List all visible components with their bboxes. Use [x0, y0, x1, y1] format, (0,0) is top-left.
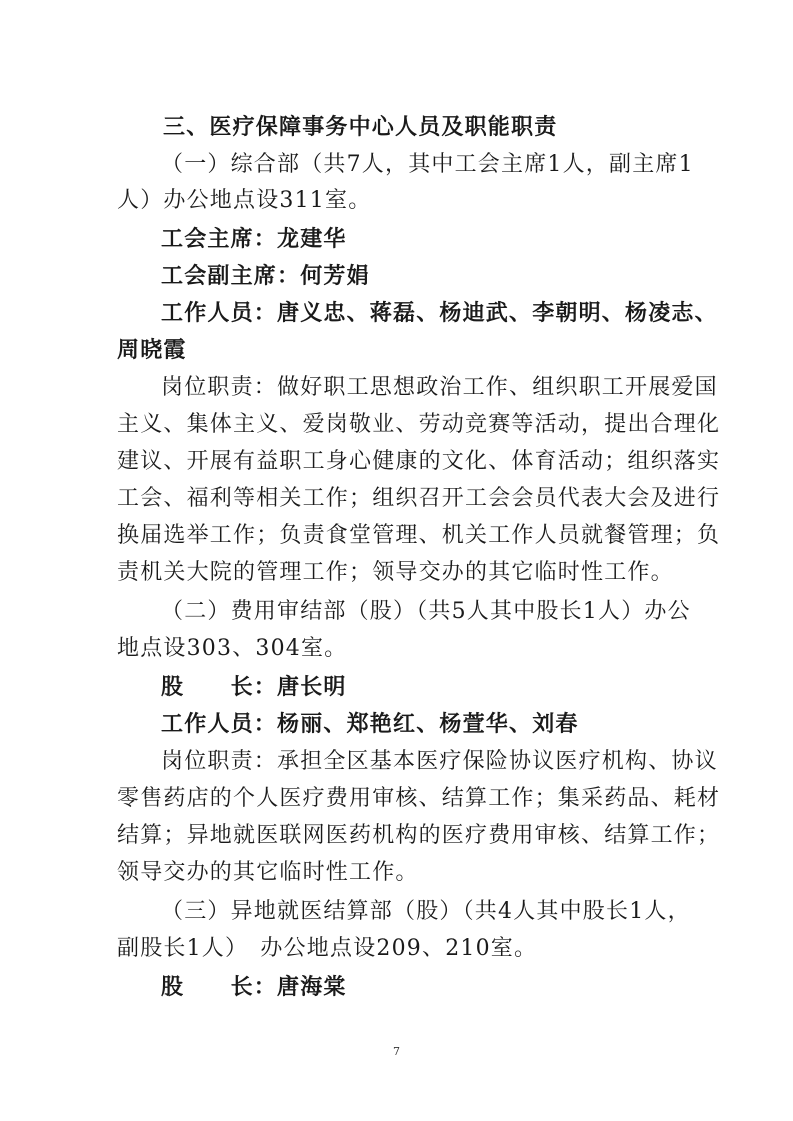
- dept1-duties-line2: 主义、集体主义、爱岗敬业、劳动竞赛等活动，提出合理化: [117, 412, 721, 437]
- dept1-union-chair: 工会主席：龙建华: [161, 227, 347, 252]
- dept2-duties-line1: 岗位职责：承担全区基本医疗保险协议医疗机构、协议: [161, 749, 718, 774]
- dept3-title-line2: 副股长1人） 办公地点设209、210室。: [117, 936, 538, 961]
- dept2-duties-line4: 领导交办的其它临时性工作。: [117, 860, 419, 885]
- page-number: 7: [393, 1045, 400, 1058]
- dept1-title-line2: 人）办公地点设311室。: [117, 188, 372, 213]
- dept2-title-line1: （二）费用审结部（股）（共5人其中股长1人）办公: [161, 599, 691, 624]
- dept3-title-line1: （三）异地就医结算部（股）（共4人其中股长1人，: [161, 899, 691, 924]
- dept1-duties-line5: 换届选举工作；负责食堂管理、机关工作人员就餐管理；负: [117, 523, 721, 548]
- dept2-title-line2: 地点设303、304室。: [117, 636, 348, 661]
- dept2-staff: 工作人员：杨丽、郑艳红、杨萱华、刘春: [161, 712, 579, 737]
- dept1-title-line1: （一）综合部（共7人，其中工会主席1人，副主席1: [161, 152, 694, 177]
- dept1-staff-line1: 工作人员：唐义忠、蒋磊、杨迪武、李朝明、杨凌志、: [161, 301, 718, 326]
- dept1-union-vice-chair: 工会副主席：何芳娟: [161, 264, 370, 289]
- dept1-duties-line4: 工会、福利等相关工作；组织召开工会会员代表大会及进行: [117, 486, 721, 511]
- dept1-duties-line1: 岗位职责：做好职工思想政治工作、组织职工开展爱国: [161, 375, 718, 400]
- section-heading: 三、医疗保障事务中心人员及职能职责: [163, 115, 558, 140]
- dept2-duties-line2: 零售药店的个人医疗费用审核、结算工作；集采药品、耗材: [117, 786, 721, 811]
- dept1-staff-line2: 周晓霞: [117, 338, 187, 363]
- dept1-duties-line6: 责机关大院的管理工作；领导交办的其它临时性工作。: [117, 560, 674, 585]
- dept1-duties-line3: 建议、开展有益职工身心健康的文化、体育活动；组织落实: [117, 449, 721, 474]
- dept2-duties-line3: 结算；异地就医联网医药机构的医疗费用审核、结算工作；: [117, 823, 721, 848]
- dept2-section-chief: 股 长：唐长明: [161, 675, 347, 700]
- dept3-section-chief: 股 长：唐海棠: [161, 975, 347, 1000]
